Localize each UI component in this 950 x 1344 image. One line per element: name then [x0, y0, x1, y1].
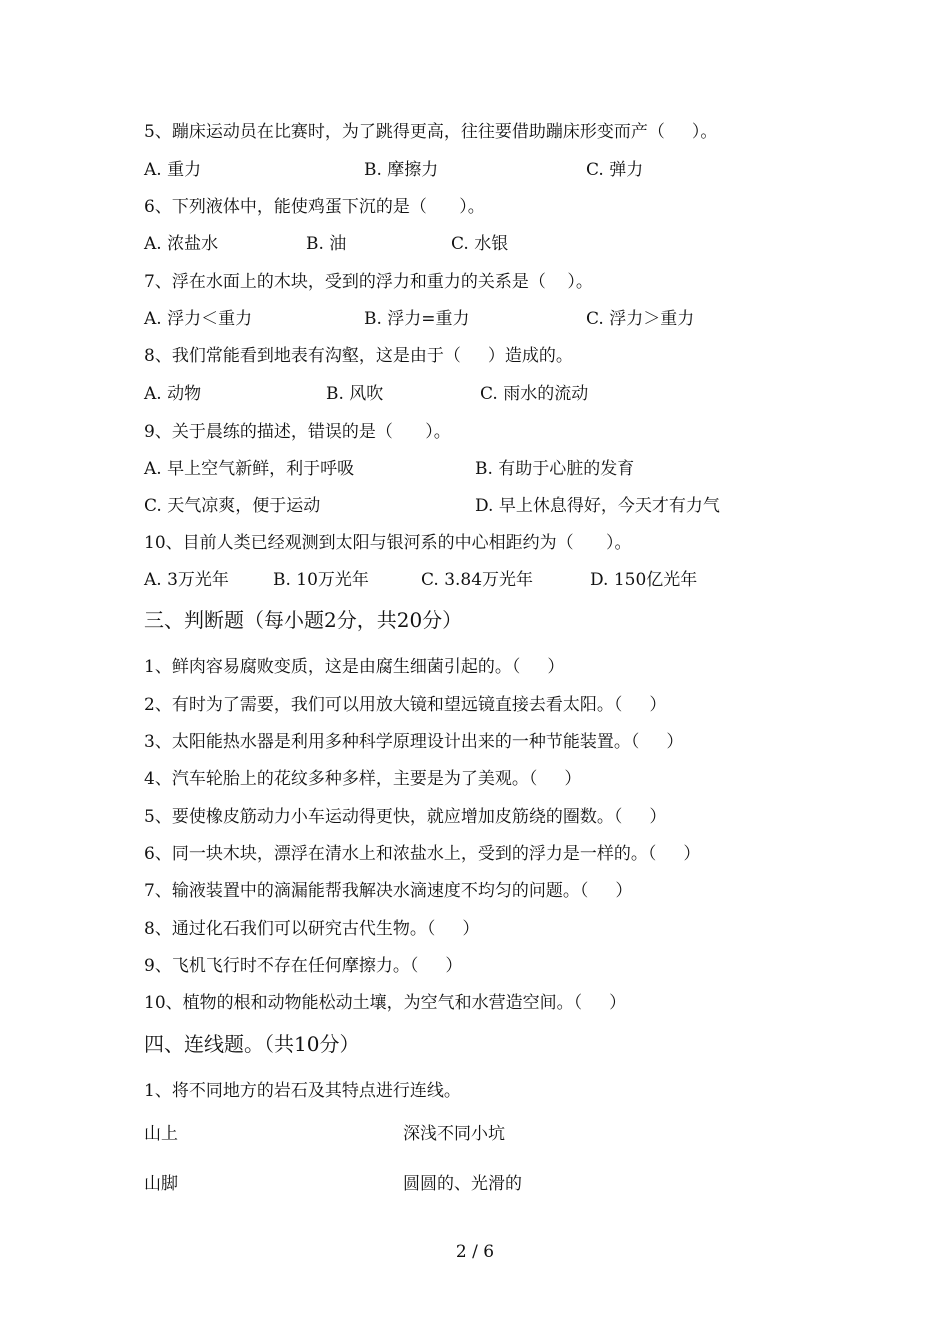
judge-item-1: 1、鲜肉容易腐败变质，这是由腐生细菌引起的。（ ） [144, 657, 565, 677]
page-number: 2 / 6 [455, 1242, 495, 1262]
q8-option-c: C. 雨水的流动 [480, 384, 589, 404]
q5-option-c: C. 弹力 [586, 160, 644, 180]
judge-item-3: 3、太阳能热水器是利用多种科学原理设计出来的一种节能装置。（ ） [144, 732, 684, 752]
q10-option-d: D. 150亿光年 [590, 570, 698, 590]
judge-item-2: 2、有时为了需要，我们可以用放大镜和望远镜直接去看太阳。（ ） [144, 695, 667, 715]
question-6-stem: 6、下列液体中，能使鸡蛋下沉的是（ ）。 [144, 197, 485, 217]
judge-item-7: 7、输液装置中的滴漏能帮我解决水滴速度不均匀的问题。（ ） [144, 881, 633, 901]
q5-option-a: A. 重力 [144, 160, 202, 180]
q10-option-c: C. 3.84万光年 [421, 570, 534, 590]
matching-right-1: 深浅不同小坑 [403, 1124, 505, 1144]
q9-option-c: C. 天气凉爽，便于运动 [144, 496, 321, 516]
matching-left-2: 山脚 [144, 1174, 178, 1194]
q5-option-b: B. 摩擦力 [364, 160, 439, 180]
q6-option-a: A. 浓盐水 [144, 234, 219, 254]
judge-item-4: 4、汽车轮胎上的花纹多种多样，主要是为了美观。（ ） [144, 769, 582, 789]
q9-option-d: D. 早上休息得好，今天才有力气 [475, 496, 720, 516]
judge-item-8: 8、通过化石我们可以研究古代生物。（ ） [144, 919, 480, 939]
q7-option-c: C. 浮力＞重力 [586, 309, 695, 329]
question-9-stem: 9、关于晨练的描述，错误的是（ ）。 [144, 422, 451, 442]
q8-option-b: B. 风吹 [326, 384, 384, 404]
q9-option-a: A. 早上空气新鲜，利于呼吸 [144, 459, 355, 479]
section-4-title: 四、连线题。（共10分） [144, 1032, 360, 1056]
matching-left-1: 山上 [144, 1124, 178, 1144]
judge-item-6: 6、同一块木块，漂浮在清水上和浓盐水上，受到的浮力是一样的。（ ） [144, 844, 701, 864]
q8-option-a: A. 动物 [144, 384, 202, 404]
question-5-stem: 5、蹦床运动员在比赛时，为了跳得更高，往往要借助蹦床形变而产（ ）。 [144, 122, 718, 142]
q6-option-c: C. 水银 [451, 234, 509, 254]
matching-right-2: 圆圆的、光滑的 [403, 1174, 522, 1194]
question-10-stem: 10、目前人类已经观测到太阳与银河系的中心相距约为（ ）。 [144, 533, 632, 553]
judge-item-10: 10、植物的根和动物能松动土壤，为空气和水营造空间。（ ） [144, 993, 627, 1013]
judge-item-9: 9、飞机飞行时不存在任何摩擦力。（ ） [144, 956, 463, 976]
q7-option-b: B. 浮力=重力 [364, 309, 470, 329]
question-7-stem: 7、浮在水面上的木块，受到的浮力和重力的关系是（ ）。 [144, 272, 593, 292]
q10-option-a: A. 3万光年 [144, 570, 229, 590]
matching-question-1: 1、将不同地方的岩石及其特点进行连线。 [144, 1081, 461, 1101]
section-3-title: 三、判断题（每小题2分，共20分） [144, 608, 463, 632]
question-8-stem: 8、我们常能看到地表有沟壑，这是由于（ ）造成的。 [144, 346, 573, 366]
q9-option-b: B. 有助于心脏的发育 [475, 459, 635, 479]
q10-option-b: B. 10万光年 [273, 570, 369, 590]
q6-option-b: B. 油 [306, 234, 347, 254]
judge-item-5: 5、要使橡皮筋动力小车运动得更快，就应增加皮筋绕的圈数。（ ） [144, 807, 667, 827]
q7-option-a: A. 浮力＜重力 [144, 309, 253, 329]
